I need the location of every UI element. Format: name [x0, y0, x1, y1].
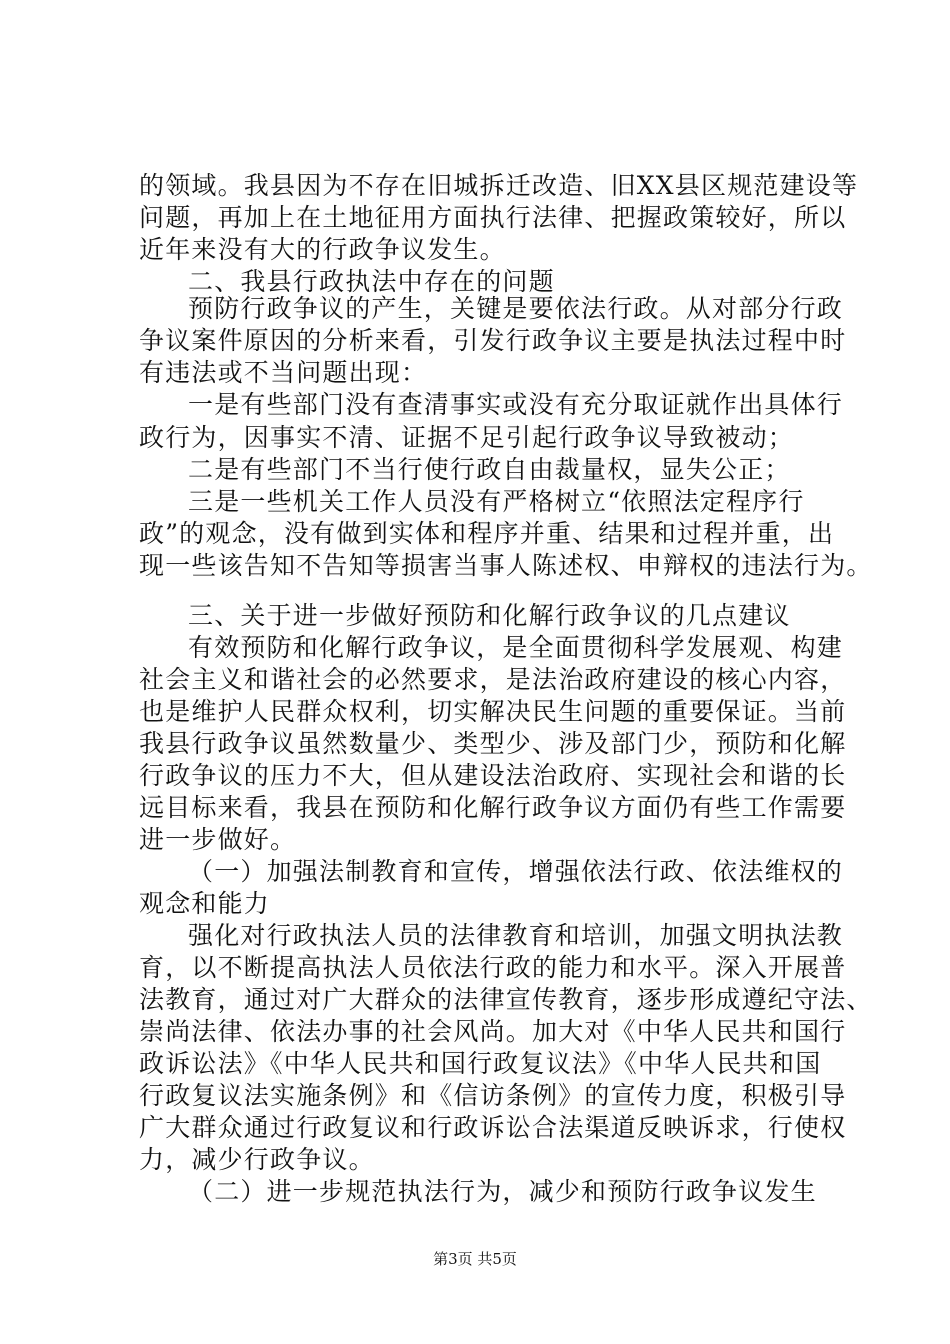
text-line: 法教育，通过对广大群众的法律宣传教育，逐步形成遵纪守法、 [139, 985, 873, 1014]
page-number: 第3页 共5页 [433, 1250, 517, 1268]
text-line: 进一步做好。 [139, 825, 297, 854]
text-line: 政”的观念，没有做到实体和程序并重、结果和过程并重，出 [139, 519, 835, 548]
text-line: 现一些该告知不告知等损害当事人陈述权、申辩权的违法行为。 [139, 551, 873, 580]
text-line: 崇尚法律、依法办事的社会风尚。加大对《中华人民共和国行 [139, 1017, 847, 1046]
text-line: 有违法或不当问题出现： [139, 358, 428, 387]
text-line: 行政复议法实施条例》和《信访条例》的宣传力度，积极引导 [139, 1081, 847, 1110]
section-heading: 二、我县行政执法中存在的问题 [188, 267, 555, 296]
text-line: 近年来没有大的行政争议发生。 [139, 235, 506, 264]
text-line: 社会主义和谐社会的必然要求，是法治政府建设的核心内容， [139, 665, 847, 694]
subsection-heading: （一）加强法制教育和宣传，增强依法行政、依法维权的 [188, 857, 844, 886]
text-line: 强化对行政执法人员的法律教育和培训，加强文明执法教 [188, 921, 844, 950]
text-line: 政诉讼法》《中华人民共和国行政复议法》《中华人民共和国 [139, 1049, 822, 1078]
text-line: 广大群众通过行政复议和行政诉讼合法渠道反映诉求，行使权 [139, 1113, 847, 1142]
text-line: 一是有些部门没有查清事实或没有充分取证就作出具体行 [188, 390, 844, 419]
text-line: 育，以不断提高执法人员依法行政的能力和水平。深入开展普 [139, 953, 847, 982]
text-line: 三是一些机关工作人员没有严格树立“依照法定程序行 [188, 487, 805, 516]
text-line: 预防行政争议的产生，关键是要依法行政。从对部分行政 [188, 294, 844, 323]
section-heading: 三、关于进一步做好预防和化解行政争议的几点建议 [188, 601, 791, 630]
text-line: 远目标来看，我县在预防和化解行政争议方面仍有些工作需要 [139, 793, 847, 822]
text-line: 我县行政争议虽然数量少、类型少、涉及部门少，预防和化解 [139, 729, 847, 758]
text-line: 争议案件原因的分析来看，引发行政争议主要是执法过程中时 [139, 326, 847, 355]
text-line: 问题，再加上在土地征用方面执行法律、把握政策较好，所以 [139, 203, 847, 232]
text-line: 有效预防和化解行政争议，是全面贯彻科学发展观、构建 [188, 633, 844, 662]
text-line: 也是维护人民群众权利，切实解决民生问题的重要保证。当前 [139, 697, 847, 726]
text-line: 二是有些部门不当行使行政自由裁量权，显失公正； [188, 455, 791, 484]
subsection-heading: （二）进一步规范执法行为，减少和预防行政争议发生 [188, 1177, 817, 1206]
text-line: 政行为，因事实不清、证据不足引起行政争议导致被动； [139, 423, 795, 452]
text-line: 行政争议的压力不大，但从建设法治政府、实现社会和谐的长 [139, 761, 847, 790]
subsection-heading: 观念和能力 [139, 889, 271, 918]
text-line: 力，减少行政争议。 [139, 1145, 375, 1174]
text-line: 的领域。我县因为不存在旧城拆迁改造、旧XX县区规范建设等 [139, 171, 859, 200]
